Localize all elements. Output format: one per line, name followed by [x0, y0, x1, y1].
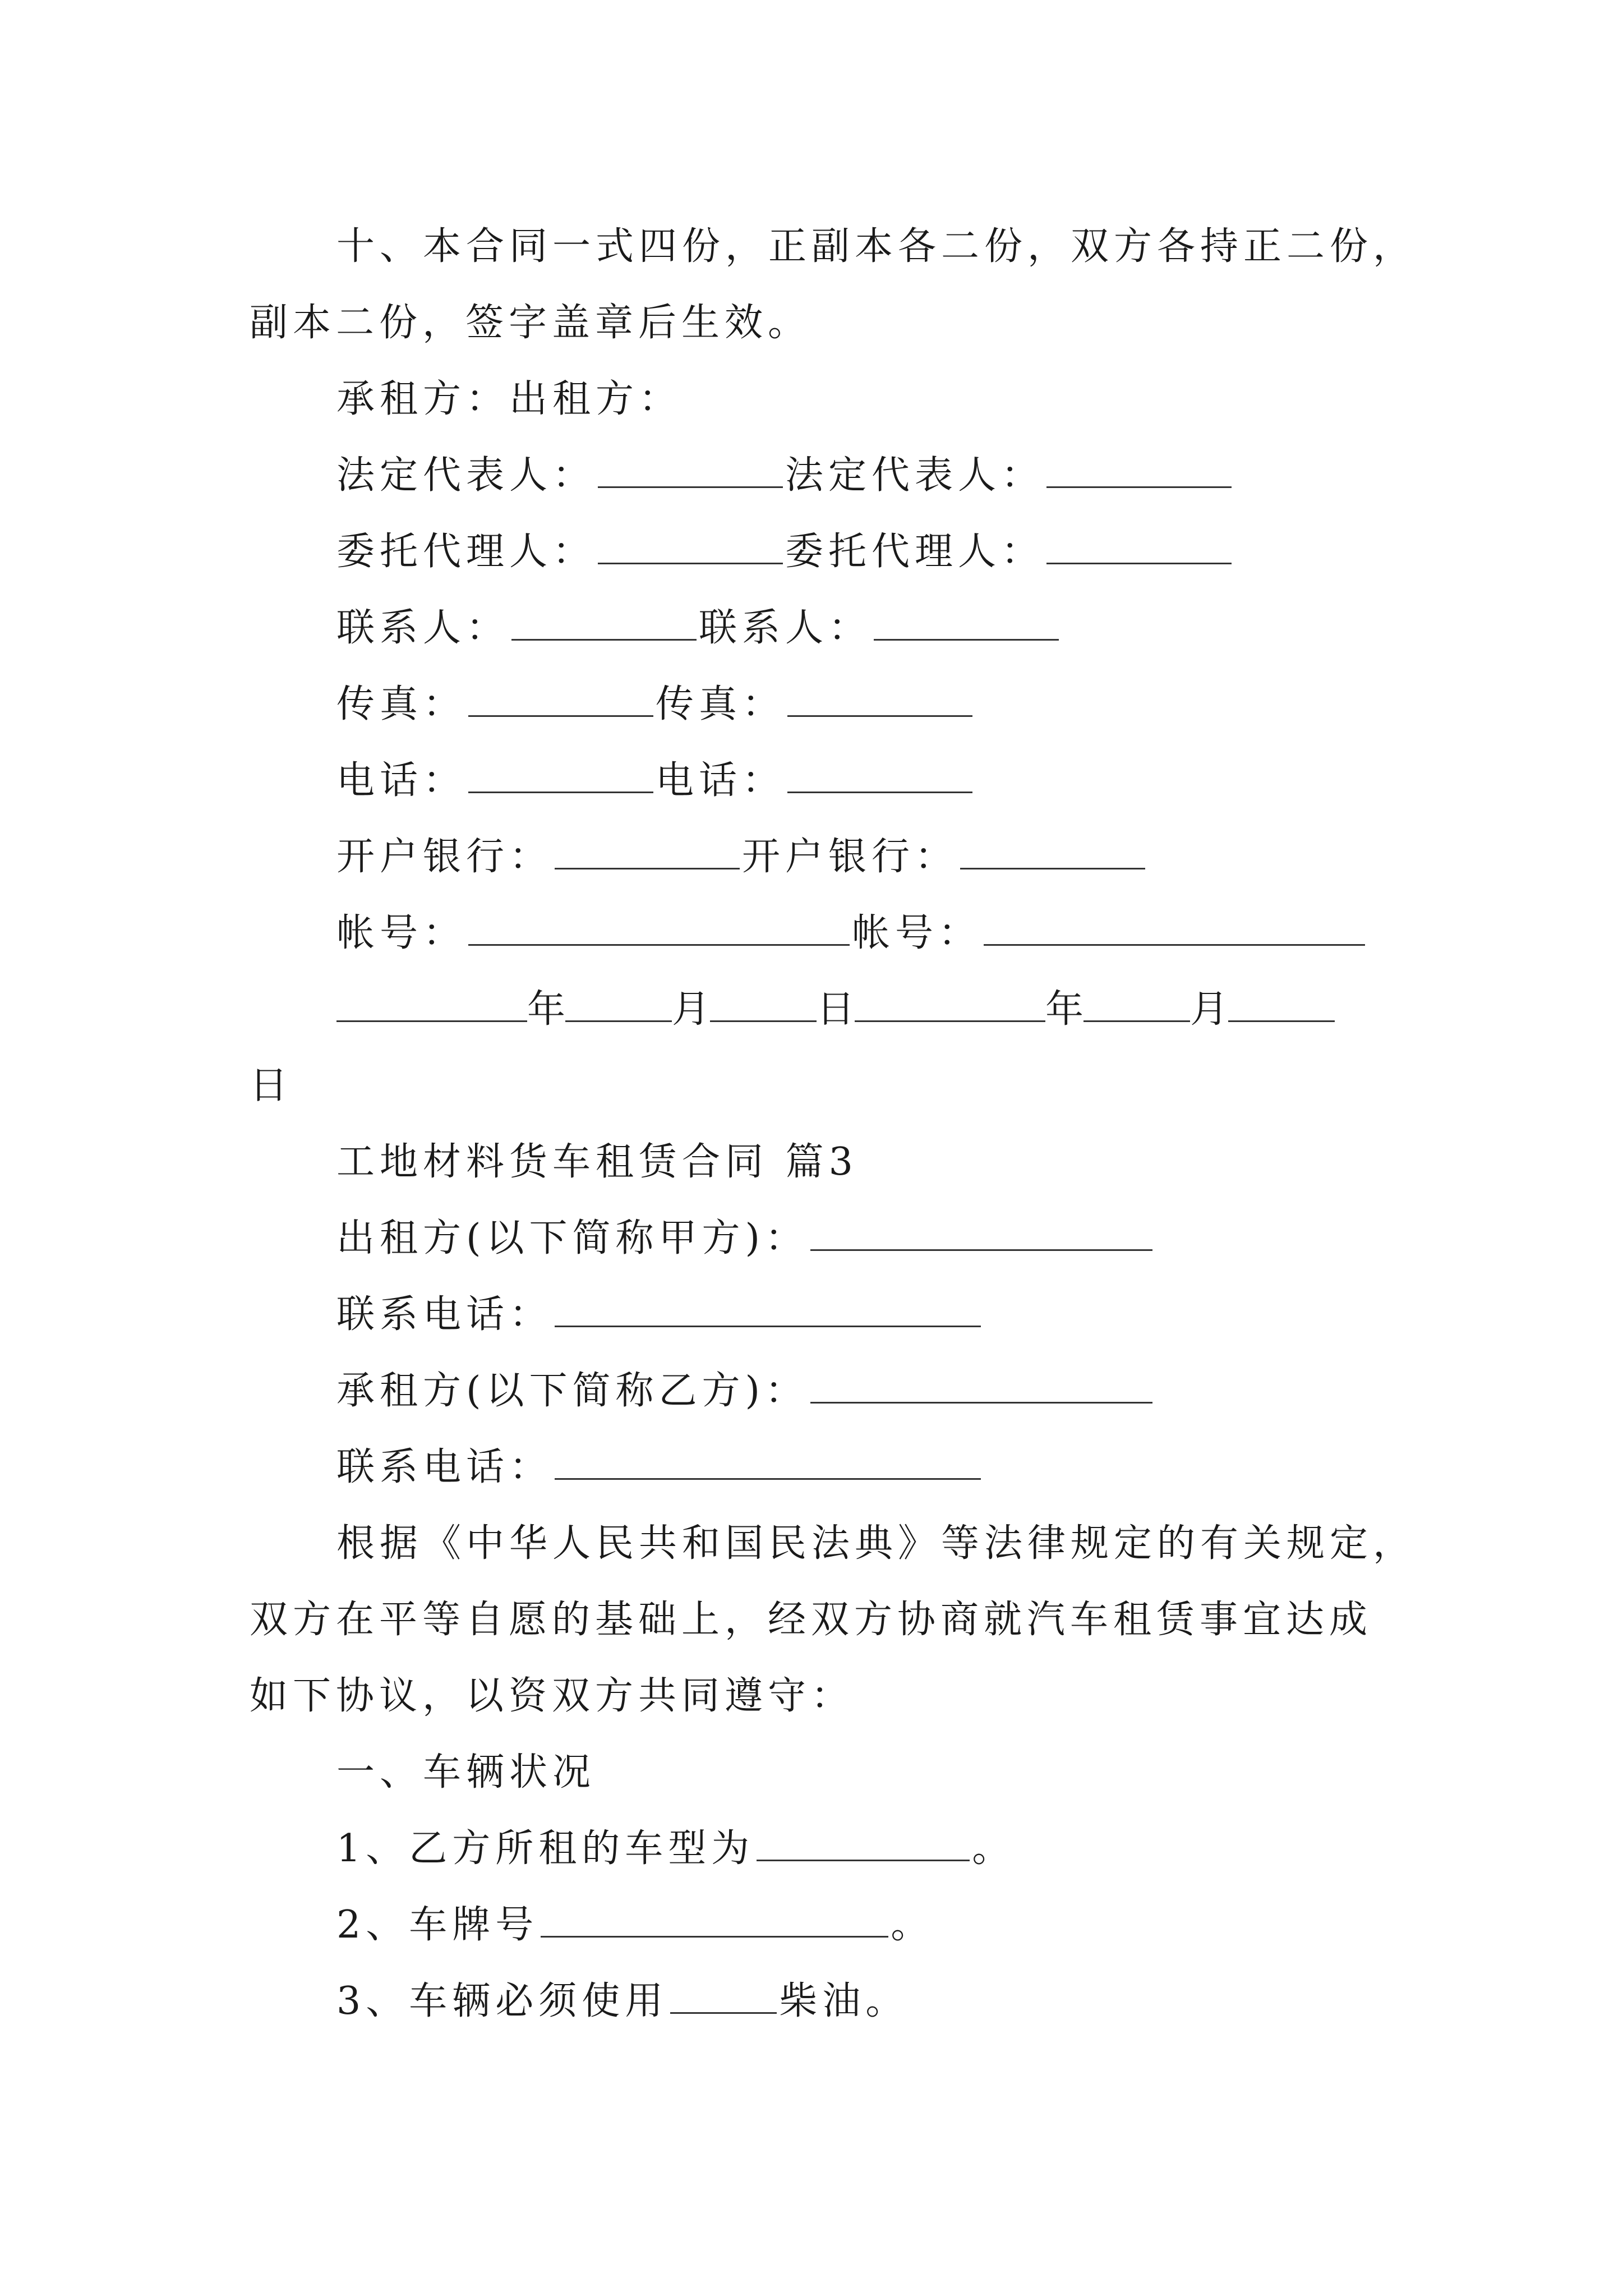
account-blank-b[interactable]: [984, 913, 1365, 946]
lessor-phone-row: [336, 1292, 983, 1337]
date-year-label-b: 年: [1045, 987, 1084, 1032]
bank-label-a: 开户银行：: [336, 835, 553, 879]
date-month-blank-b[interactable]: [1083, 989, 1190, 1022]
lessor-blank[interactable]: [810, 1218, 1152, 1251]
bank-blank-b[interactable]: [960, 836, 1145, 869]
fax-blank-a[interactable]: [468, 684, 653, 717]
account-blank-a[interactable]: [468, 913, 850, 946]
contact-label-b: 联系人：: [699, 606, 872, 650]
intro-line-2: 双方在平等自愿的基础上，经双方协商就汽车租赁事宜达成: [250, 1598, 1373, 1642]
lessor-phone-blank[interactable]: [555, 1294, 981, 1327]
account-label-a: 帐号：: [336, 911, 467, 955]
phone-label-b: 电话：: [656, 758, 786, 803]
section-3-title: 工地材料货车租赁合同 篇3: [336, 1140, 858, 1184]
date-row: [336, 987, 1335, 1032]
intro-line-3: 如下协议，以资双方共同遵守：: [250, 1674, 855, 1718]
date-day-blank-b[interactable]: [1228, 989, 1335, 1022]
phone-label-a: 电话：: [336, 758, 467, 803]
agent-blank-b[interactable]: [1046, 531, 1232, 564]
lessee-label: 承租方(以下简称乙方)：: [336, 1369, 809, 1413]
item-1-label: 1、乙方所租的车型为: [336, 1826, 755, 1871]
contact-label-a: 联系人：: [336, 606, 510, 650]
clause-10-line-2: 副本二份，签字盖章后生效。: [250, 301, 811, 345]
lessor-phone-label: 联系电话：: [336, 1292, 553, 1337]
legal-rep-blank-a[interactable]: [598, 455, 783, 488]
account-row: [336, 911, 1367, 956]
agent-label-b: 委托代理人：: [785, 530, 1045, 574]
agent-blank-a[interactable]: [598, 531, 783, 564]
item-3-row: [336, 1979, 909, 2024]
phone-blank-b[interactable]: [787, 760, 972, 793]
plate-number-blank[interactable]: [541, 1904, 888, 1938]
legal-rep-label-a: 法定代表人：: [336, 453, 596, 498]
agent-row: [336, 530, 1234, 574]
vehicle-model-blank[interactable]: [757, 1828, 970, 1861]
lessee-phone-blank[interactable]: [555, 1447, 981, 1480]
fax-row: [336, 682, 975, 727]
bank-label-b: 开户银行：: [742, 835, 958, 879]
bank-row: [336, 835, 1147, 880]
contact-row: [336, 606, 1061, 651]
legal-rep-blank-b[interactable]: [1046, 455, 1232, 488]
fax-label-b: 传真：: [656, 682, 786, 726]
lessee-phone-label: 联系电话：: [336, 1445, 553, 1489]
clause-10-line-1: 十、本合同一式四份，正副本各二份，双方各持正二份，: [336, 224, 1417, 269]
contact-blank-a[interactable]: [511, 608, 697, 641]
lessee-blank[interactable]: [810, 1370, 1152, 1404]
phone-row: [336, 758, 975, 803]
date-year-blank-b[interactable]: [855, 989, 1045, 1022]
diesel-type-blank[interactable]: [670, 1981, 777, 2014]
date-month-label-b: 月: [1190, 987, 1229, 1032]
parties-line: 承租方：出租方：: [336, 377, 683, 421]
item-1-end: 。: [972, 1826, 1016, 1871]
item-2-label: 2、车牌号: [336, 1903, 539, 1947]
legal-rep-label-b: 法定代表人：: [785, 453, 1045, 498]
lessee-phone-row: [336, 1445, 983, 1490]
bank-blank-a[interactable]: [555, 836, 740, 869]
phone-blank-a[interactable]: [468, 760, 653, 793]
legal-rep-row: [336, 453, 1234, 498]
fax-label-a: 传真：: [336, 682, 467, 726]
item-1-row: [336, 1826, 1015, 1871]
lessor-label: 出租方(以下简称甲方)：: [336, 1216, 809, 1260]
heading-vehicle-status: 一、车辆状况: [336, 1750, 596, 1795]
date-day-label-a: 日: [817, 987, 855, 1032]
item-2-row: [336, 1903, 934, 1948]
item-3-end: 柴油。: [779, 1979, 909, 2023]
date-month-blank-a[interactable]: [565, 989, 672, 1022]
item-3-label: 3、车辆必须使用: [336, 1979, 668, 2023]
item-2-end: 。: [891, 1903, 934, 1947]
contact-blank-b[interactable]: [874, 608, 1059, 641]
date-day-label-b: 日: [250, 1064, 293, 1108]
date-day-blank-a[interactable]: [710, 989, 817, 1022]
agent-label-a: 委托代理人：: [336, 530, 596, 574]
account-label-b: 帐号：: [852, 911, 982, 955]
date-year-blank-a[interactable]: [336, 989, 527, 1022]
fax-blank-b[interactable]: [787, 684, 972, 717]
lessee-row: [336, 1369, 1155, 1414]
intro-line-1: 根据《中华人民共和国民法典》等法律规定的有关规定，: [336, 1521, 1417, 1566]
date-month-label-a: 月: [672, 987, 711, 1032]
lessor-row: [336, 1216, 1155, 1261]
date-year-label-a: 年: [527, 987, 566, 1032]
